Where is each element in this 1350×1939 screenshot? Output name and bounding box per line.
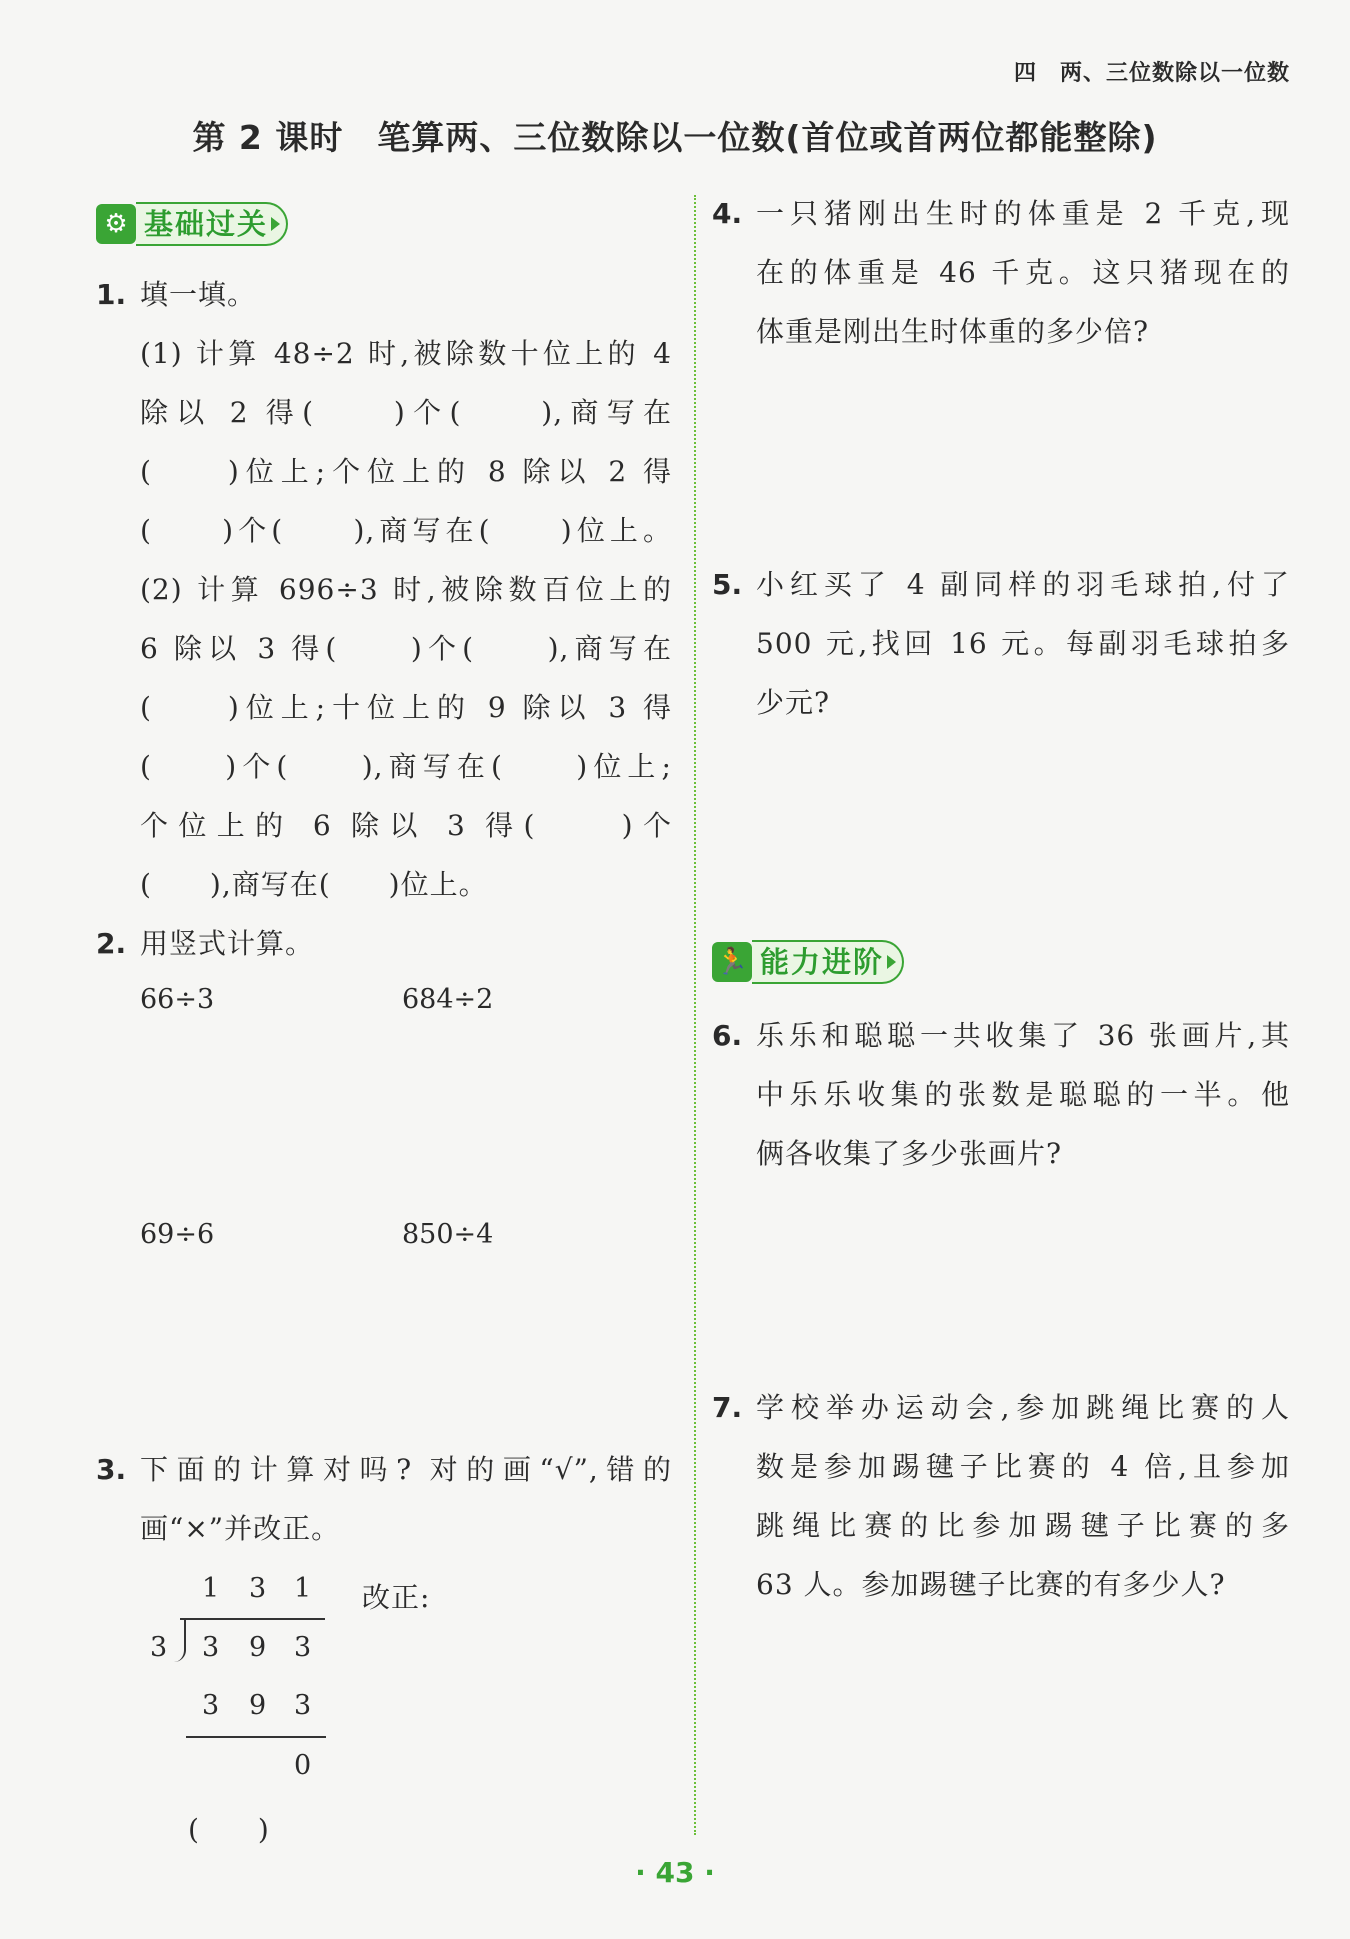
- question-number-7: 7.: [712, 1391, 743, 1424]
- remainder: 0: [294, 1750, 312, 1781]
- q7-line: 跳绳比赛的比参加踢毽子比赛的多: [756, 1509, 1290, 1542]
- question-number-6: 6.: [712, 1019, 743, 1052]
- answer-blank: ( ): [188, 1813, 270, 1846]
- question-number-4: 4.: [712, 197, 743, 230]
- q3-line: 画“×”并改正。: [140, 1512, 341, 1545]
- gear-icon: ⚙: [96, 204, 136, 244]
- chapter-header: 四 两、三位数除以一位数: [1013, 61, 1290, 86]
- question-2-text: 用竖式计算。: [140, 927, 315, 960]
- division-bracket: [172, 1620, 186, 1662]
- calc-item: 66÷3: [140, 984, 215, 1015]
- runner-icon: 🏃: [712, 942, 752, 982]
- section-label-basic: 基础过关: [136, 202, 288, 246]
- q6-line: 乐乐和聪聪一共收集了 36 张画片,其: [756, 1019, 1290, 1052]
- quotient-digit: 1: [294, 1573, 312, 1604]
- product-digit: 3: [202, 1690, 220, 1721]
- q1-line: ( )个( ),商写在( )位上。: [140, 514, 672, 547]
- section-label-advanced: 能力进阶: [752, 940, 904, 984]
- q5-line: 500 元,找回 16 元。每副羽毛球拍多: [756, 627, 1290, 660]
- q1-line: ( ),商写在( )位上。: [140, 868, 488, 901]
- calc-item: 684÷2: [402, 984, 494, 1015]
- column-divider: [694, 195, 696, 1835]
- page-number: · 43 ·: [635, 1856, 715, 1889]
- q7-line: 学校举办运动会,参加跳绳比赛的人: [756, 1391, 1290, 1424]
- q7-line: 数是参加踢毽子比赛的 4 倍,且参加: [756, 1450, 1290, 1483]
- q1-line: 填一填。: [140, 278, 257, 311]
- q4-line: 体重是刚出生时体重的多少倍?: [756, 315, 1150, 348]
- q5-line: 少元?: [756, 686, 831, 719]
- question-6: [756, 1006, 1290, 1183]
- question-3: [140, 1440, 672, 1558]
- calc-item: 69÷6: [140, 1219, 215, 1250]
- q1-line: ( )个( ),商写在( )位上;: [140, 750, 672, 783]
- q1-line: (1) 计算 48÷2 时,被除数十位上的 4: [140, 337, 672, 370]
- dividend-digit: 3: [202, 1632, 220, 1663]
- q7-line: 63 人。参加踢毽子比赛的有多少人?: [756, 1568, 1226, 1601]
- q4-line: 一只猪刚出生时的体重是 2 千克,现: [756, 197, 1290, 230]
- question-number-5: 5.: [712, 568, 743, 601]
- q1-line: 除以 2 得( )个( ),商写在: [140, 396, 672, 429]
- q1-line: (2) 计算 696÷3 时,被除数百位上的: [140, 573, 672, 606]
- question-4: [756, 184, 1290, 361]
- question-number-3: 3.: [96, 1453, 127, 1486]
- q1-line: 6 除以 3 得( )个( ),商写在: [140, 632, 672, 665]
- subtraction-line: [186, 1736, 326, 1738]
- product-digit: 9: [249, 1690, 267, 1721]
- section-tag-advanced: [712, 940, 904, 984]
- division-bar: [180, 1618, 325, 1620]
- question-number-1: 1.: [96, 278, 127, 311]
- question-number-2: 2.: [96, 927, 127, 960]
- dividend-digit: 3: [294, 1632, 312, 1663]
- dividend-digit: 9: [249, 1632, 267, 1663]
- question-1: [140, 265, 672, 914]
- divisor: 3: [150, 1632, 168, 1663]
- quotient-digit: 3: [249, 1573, 267, 1604]
- q3-line: 下面的计算对吗? 对的画“√”,错的: [140, 1453, 672, 1486]
- q1-line: ( )位上;个位上的 8 除以 2 得: [140, 455, 672, 488]
- quotient-digit: 1: [202, 1573, 220, 1604]
- q1-line: 个位上的 6 除以 3 得( )个: [140, 809, 672, 842]
- question-5: [756, 555, 1290, 732]
- question-7: [756, 1378, 1290, 1614]
- page-title: 第 2 课时 笔算两、三位数除以一位数(首位或首两位都能整除): [192, 118, 1158, 157]
- q4-line: 在的体重是 46 千克。这只猪现在的: [756, 256, 1290, 289]
- q1-line: ( )位上;十位上的 9 除以 3 得: [140, 691, 672, 724]
- correction-label: 改正:: [362, 1581, 431, 1614]
- section-tag-basic: [96, 202, 288, 246]
- q6-line: 俩各收集了多少张画片?: [756, 1137, 1063, 1170]
- q6-line: 中乐乐收集的张数是聪聪的一半。他: [756, 1078, 1290, 1111]
- product-digit: 3: [294, 1690, 312, 1721]
- calc-item: 850÷4: [402, 1219, 494, 1250]
- q5-line: 小红买了 4 副同样的羽毛球拍,付了: [756, 568, 1290, 601]
